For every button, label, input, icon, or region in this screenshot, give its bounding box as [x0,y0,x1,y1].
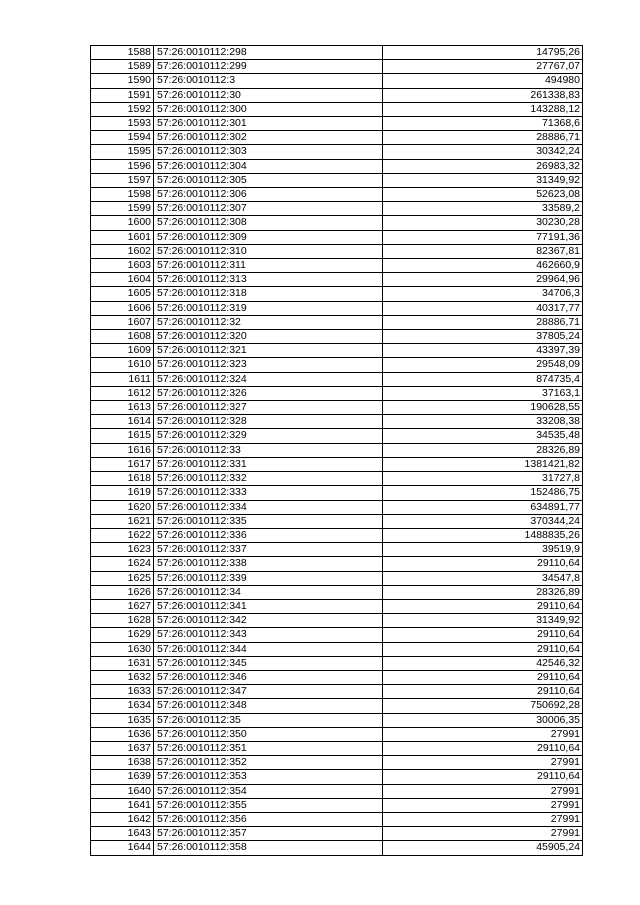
row-number-cell: 1611 [91,372,154,386]
row-number-cell: 1589 [91,60,154,74]
table-row [91,287,583,301]
cadastral-value-cell: 29110,64 [383,642,583,656]
row-number-cell: 1633 [91,685,154,699]
cadastral-number-cell: 57:26:0010112:338 [154,557,383,571]
row-number-cell: 1629 [91,628,154,642]
table-row [91,102,583,116]
cadastral-number-cell: 57:26:0010112:324 [154,372,383,386]
table-row [91,614,583,628]
cadastral-value-cell: 28326,89 [383,443,583,457]
cadastral-number-cell: 57:26:0010112:302 [154,131,383,145]
table-row [91,202,583,216]
cadastral-number-cell: 57:26:0010112:345 [154,656,383,670]
cadastral-number-cell: 57:26:0010112:347 [154,685,383,699]
cadastral-number-cell: 57:26:0010112:320 [154,330,383,344]
table-row [91,344,583,358]
table-row [91,500,583,514]
row-number-cell: 1628 [91,614,154,628]
cadastral-number-cell: 57:26:0010112:336 [154,528,383,542]
cadastral-number-cell: 57:26:0010112:335 [154,514,383,528]
cadastral-value-cell: 33589,2 [383,202,583,216]
table-row [91,599,583,613]
cadastral-value-cell: 33208,38 [383,415,583,429]
row-number-cell: 1592 [91,102,154,116]
table-row [91,301,583,315]
row-number-cell: 1602 [91,244,154,258]
cadastral-number-cell: 57:26:0010112:327 [154,401,383,415]
row-number-cell: 1617 [91,457,154,471]
row-number-cell: 1627 [91,599,154,613]
table-row [91,117,583,131]
row-number-cell: 1635 [91,713,154,727]
row-number-cell: 1612 [91,386,154,400]
cadastral-number-cell: 57:26:0010112:300 [154,102,383,116]
cadastral-number-cell: 57:26:0010112:328 [154,415,383,429]
cadastral-value-cell: 29548,09 [383,358,583,372]
table-row [91,358,583,372]
table-row [91,216,583,230]
row-number-cell: 1618 [91,472,154,486]
table-row [91,486,583,500]
table-row [91,571,583,585]
row-number-cell: 1603 [91,259,154,273]
cadastral-value-cell: 30230,28 [383,216,583,230]
row-number-cell: 1600 [91,216,154,230]
cadastral-value-cell: 27991 [383,798,583,812]
row-number-cell: 1626 [91,585,154,599]
row-number-cell: 1607 [91,315,154,329]
row-number-cell: 1605 [91,287,154,301]
cadastral-number-cell: 57:26:0010112:358 [154,841,383,855]
table-row [91,244,583,258]
table-row [91,670,583,684]
row-number-cell: 1639 [91,770,154,784]
cadastral-number-cell: 57:26:0010112:319 [154,301,383,315]
row-number-cell: 1640 [91,784,154,798]
table-row [91,841,583,855]
cadastral-number-cell: 57:26:0010112:348 [154,699,383,713]
cadastral-value-cell: 27991 [383,784,583,798]
cadastral-number-cell: 57:26:0010112:310 [154,244,383,258]
table-row [91,472,583,486]
row-number-cell: 1615 [91,429,154,443]
cadastral-value-cell: 14795,26 [383,46,583,60]
table-row [91,145,583,159]
cadastral-value-cell: 1488835,26 [383,528,583,542]
row-number-cell: 1636 [91,727,154,741]
cadastral-value-cell: 261338,83 [383,88,583,102]
table-row [91,685,583,699]
row-number-cell: 1634 [91,699,154,713]
cadastral-number-cell: 57:26:0010112:3 [154,74,383,88]
cadastral-number-cell: 57:26:0010112:333 [154,486,383,500]
cadastral-value-cell: 34535,48 [383,429,583,443]
row-number-cell: 1619 [91,486,154,500]
row-number-cell: 1596 [91,159,154,173]
cadastral-number-cell: 57:26:0010112:357 [154,827,383,841]
row-number-cell: 1604 [91,273,154,287]
cadastral-number-cell: 57:26:0010112:32 [154,315,383,329]
cadastral-value-cell: 37163,1 [383,386,583,400]
table-row [91,401,583,415]
table-row [91,528,583,542]
table-row [91,656,583,670]
cadastral-number-cell: 57:26:0010112:298 [154,46,383,60]
cadastral-number-cell: 57:26:0010112:354 [154,784,383,798]
table-row [91,372,583,386]
cadastral-number-cell: 57:26:0010112:311 [154,259,383,273]
cadastral-value-table [90,45,583,856]
table-row [91,628,583,642]
cadastral-number-cell: 57:26:0010112:33 [154,443,383,457]
cadastral-number-cell: 57:26:0010112:326 [154,386,383,400]
table-row [91,699,583,713]
table-row [91,131,583,145]
cadastral-number-cell: 57:26:0010112:332 [154,472,383,486]
cadastral-value-cell: 52623,08 [383,188,583,202]
table-row [91,88,583,102]
row-number-cell: 1594 [91,131,154,145]
table-row [91,330,583,344]
cadastral-value-cell: 494980 [383,74,583,88]
cadastral-number-cell: 57:26:0010112:353 [154,770,383,784]
row-number-cell: 1623 [91,543,154,557]
cadastral-value-cell: 27991 [383,727,583,741]
table-row [91,457,583,471]
row-number-cell: 1625 [91,571,154,585]
cadastral-value-cell: 29110,64 [383,770,583,784]
table-row [91,386,583,400]
table-row [91,585,583,599]
row-number-cell: 1631 [91,656,154,670]
cadastral-number-cell: 57:26:0010112:344 [154,642,383,656]
row-number-cell: 1637 [91,741,154,755]
table-row [91,429,583,443]
row-number-cell: 1599 [91,202,154,216]
cadastral-number-cell: 57:26:0010112:323 [154,358,383,372]
cadastral-number-cell: 57:26:0010112:337 [154,543,383,557]
table-row [91,642,583,656]
cadastral-number-cell: 57:26:0010112:343 [154,628,383,642]
cadastral-value-cell: 34547,8 [383,571,583,585]
cadastral-value-cell: 31349,92 [383,614,583,628]
row-number-cell: 1591 [91,88,154,102]
cadastral-value-cell: 29110,64 [383,599,583,613]
cadastral-number-cell: 57:26:0010112:305 [154,173,383,187]
cadastral-value-cell: 82367,81 [383,244,583,258]
row-number-cell: 1632 [91,670,154,684]
table-row [91,173,583,187]
cadastral-number-cell: 57:26:0010112:339 [154,571,383,585]
row-number-cell: 1642 [91,812,154,826]
row-number-cell: 1601 [91,230,154,244]
cadastral-value-cell: 27991 [383,812,583,826]
table-row [91,770,583,784]
cadastral-value-cell: 31727,8 [383,472,583,486]
cadastral-number-cell: 57:26:0010112:303 [154,145,383,159]
cadastral-value-cell: 27991 [383,827,583,841]
table-row [91,741,583,755]
cadastral-value-cell: 29110,64 [383,557,583,571]
row-number-cell: 1588 [91,46,154,60]
cadastral-value-cell: 45905,24 [383,841,583,855]
cadastral-value-cell: 143288,12 [383,102,583,116]
table-row [91,159,583,173]
table-row [91,514,583,528]
row-number-cell: 1622 [91,528,154,542]
table-row [91,74,583,88]
row-number-cell: 1598 [91,188,154,202]
table-row [91,415,583,429]
cadastral-value-cell: 31349,92 [383,173,583,187]
cadastral-number-cell: 57:26:0010112:307 [154,202,383,216]
cadastral-value-cell: 26983,32 [383,159,583,173]
cadastral-number-cell: 57:26:0010112:35 [154,713,383,727]
cadastral-value-cell: 874735,4 [383,372,583,386]
cadastral-number-cell: 57:26:0010112:341 [154,599,383,613]
row-number-cell: 1621 [91,514,154,528]
table-row [91,557,583,571]
cadastral-value-cell: 27991 [383,756,583,770]
cadastral-number-cell: 57:26:0010112:304 [154,159,383,173]
row-number-cell: 1606 [91,301,154,315]
table-row [91,60,583,74]
cadastral-number-cell: 57:26:0010112:356 [154,812,383,826]
cadastral-number-cell: 57:26:0010112:299 [154,60,383,74]
cadastral-number-cell: 57:26:0010112:352 [154,756,383,770]
row-number-cell: 1620 [91,500,154,514]
row-number-cell: 1608 [91,330,154,344]
cadastral-value-cell: 30342,24 [383,145,583,159]
cadastral-number-cell: 57:26:0010112:342 [154,614,383,628]
table-row [91,713,583,727]
row-number-cell: 1638 [91,756,154,770]
row-number-cell: 1609 [91,344,154,358]
row-number-cell: 1593 [91,117,154,131]
cadastral-value-cell: 27767,07 [383,60,583,74]
table-row [91,827,583,841]
cadastral-value-cell: 34706,3 [383,287,583,301]
cadastral-value-cell: 28886,71 [383,315,583,329]
cadastral-number-cell: 57:26:0010112:34 [154,585,383,599]
cadastral-number-cell: 57:26:0010112:351 [154,741,383,755]
table-row [91,756,583,770]
cadastral-number-cell: 57:26:0010112:346 [154,670,383,684]
cadastral-value-cell: 1381421,82 [383,457,583,471]
cadastral-value-cell: 43397,39 [383,344,583,358]
cadastral-value-cell: 29110,64 [383,628,583,642]
row-number-cell: 1597 [91,173,154,187]
cadastral-value-cell: 37805,24 [383,330,583,344]
table-row [91,46,583,60]
cadastral-value-cell: 634891,77 [383,500,583,514]
cadastral-value-cell: 29964,96 [383,273,583,287]
cadastral-value-cell: 40317,77 [383,301,583,315]
row-number-cell: 1630 [91,642,154,656]
row-number-cell: 1610 [91,358,154,372]
row-number-cell: 1590 [91,74,154,88]
cadastral-value-cell: 39519,9 [383,543,583,557]
cadastral-value-cell: 190628,55 [383,401,583,415]
row-number-cell: 1644 [91,841,154,855]
row-number-cell: 1613 [91,401,154,415]
row-number-cell: 1616 [91,443,154,457]
cadastral-value-cell: 29110,64 [383,685,583,699]
table-row [91,259,583,273]
table-row [91,273,583,287]
cadastral-number-cell: 57:26:0010112:301 [154,117,383,131]
cadastral-number-cell: 57:26:0010112:329 [154,429,383,443]
table-row [91,230,583,244]
table-row [91,784,583,798]
cadastral-value-cell: 28886,71 [383,131,583,145]
row-number-cell: 1643 [91,827,154,841]
cadastral-value-cell: 152486,75 [383,486,583,500]
table-row [91,315,583,329]
row-number-cell: 1595 [91,145,154,159]
cadastral-value-cell: 370344,24 [383,514,583,528]
table-row [91,188,583,202]
cadastral-value-cell: 42546,32 [383,656,583,670]
table-row [91,812,583,826]
cadastral-number-cell: 57:26:0010112:331 [154,457,383,471]
cadastral-value-cell: 30006,35 [383,713,583,727]
cadastral-number-cell: 57:26:0010112:318 [154,287,383,301]
table-row [91,543,583,557]
cadastral-number-cell: 57:26:0010112:308 [154,216,383,230]
cadastral-value-cell: 77191,36 [383,230,583,244]
cadastral-number-cell: 57:26:0010112:309 [154,230,383,244]
cadastral-number-cell: 57:26:0010112:313 [154,273,383,287]
cadastral-number-cell: 57:26:0010112:350 [154,727,383,741]
row-number-cell: 1624 [91,557,154,571]
cadastral-number-cell: 57:26:0010112:334 [154,500,383,514]
cadastral-number-cell: 57:26:0010112:30 [154,88,383,102]
cadastral-value-cell: 28326,89 [383,585,583,599]
cadastral-value-cell: 29110,64 [383,741,583,755]
row-number-cell: 1641 [91,798,154,812]
cadastral-value-cell: 29110,64 [383,670,583,684]
cadastral-number-cell: 57:26:0010112:355 [154,798,383,812]
cadastral-value-cell: 71368,6 [383,117,583,131]
table-row [91,798,583,812]
table-row [91,727,583,741]
row-number-cell: 1614 [91,415,154,429]
cadastral-value-cell: 750692,28 [383,699,583,713]
table-body [91,46,583,856]
cadastral-value-cell: 462660,9 [383,259,583,273]
cadastral-number-cell: 57:26:0010112:306 [154,188,383,202]
table-row [91,443,583,457]
cadastral-number-cell: 57:26:0010112:321 [154,344,383,358]
